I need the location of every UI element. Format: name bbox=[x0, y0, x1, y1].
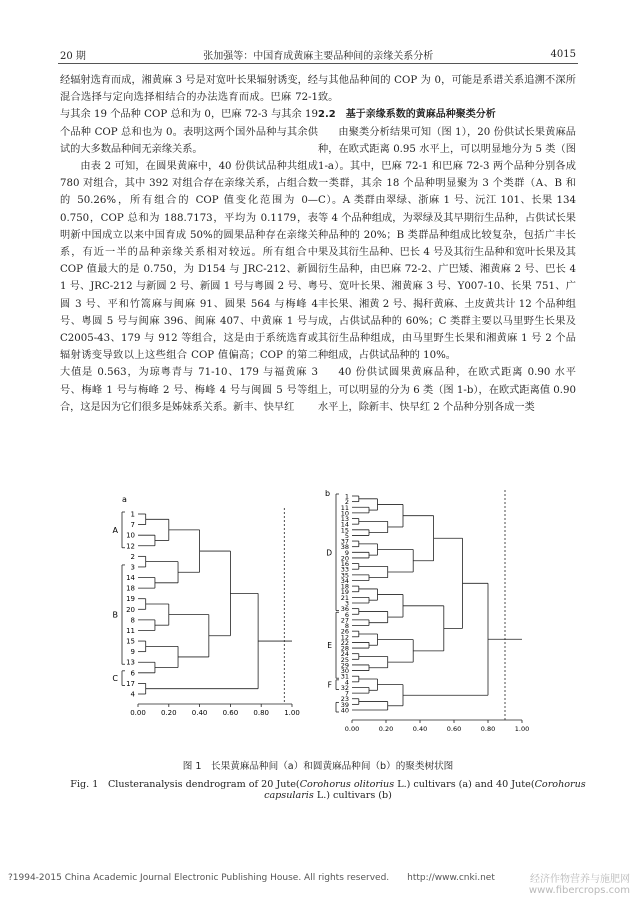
x-tick-label: 0.00 bbox=[344, 725, 360, 733]
leaf-label: 17 bbox=[126, 679, 135, 688]
caption-en-prefix: Fig. 1 Clusteranalysis dendrogram of 20 Jute( bbox=[70, 779, 300, 790]
leaf-label: 30 bbox=[340, 667, 349, 676]
leaf-label: 8 bbox=[130, 616, 135, 625]
watermark-zh: 经济作物营养与施肥网 bbox=[530, 874, 630, 885]
caption-en-mid: L.) cultivars (a) and 40 Jute( bbox=[394, 779, 535, 790]
paragraph: 由表 2 可知，在圆果黄麻中，40 份供试品种共组成 780 对组合，其中 392 对组合存在亲缘关系，占组合数的 50.26%，所有组合的 COP 值变化范围为 0—0.750，COP 总和为 188.7173，平均为 0.1179，表明新中国成立以来中国育成 50%的圆果品种存在亲缘关系，有近一半的品种亲缘关系相对较远。所有组合中 COP 值最大的是 0.750，为 D154 与 JRC-212、新圆 1 号、JRC-212 与新圆 2 号、新圆 1 号与粤圆 2 号、粤圆 3 号、平和竹篙麻与闽麻 91、圆果 564 与梅峰 4 号、粤圆 5 号与闽麻 396、闽麻 407、中黄麻 1 号与 C2005-43、179 与 912 等组合，这是由于系统选育或辐射诱变导致以上这些组合 COP 值偏高；COP 的第二大值是 0.563，为琼粤青与 71-10、179 与福黄麻 3 号、梅峰 1 号与梅峰 2 号、梅峰 4 号与闽圆 5 号等组合，这是因为它们很多是姊妹系关系。新丰、快早红 bbox=[60, 161, 318, 413]
leaf-label: 7 bbox=[344, 689, 349, 698]
page-number: 4015 bbox=[550, 48, 576, 60]
leaf-label: 8 bbox=[344, 622, 349, 631]
copyright-footer: ?1994-2015 China Academic Journal Electronic Publishing House. All rights reserved. http://www.cnki.net bbox=[8, 873, 495, 883]
x-tick-label: 0.60 bbox=[446, 725, 462, 733]
leaf-label: 37 bbox=[340, 537, 349, 546]
leaf-label: 32 bbox=[340, 683, 349, 692]
leaf-label: 3 bbox=[130, 563, 135, 572]
running-title: 张加强等：中国育成黄麻主要品种间的亲缘关系分析 bbox=[203, 50, 434, 62]
leaf-label: 14 bbox=[340, 520, 349, 529]
x-tick-label: 0.20 bbox=[161, 709, 177, 717]
leaf-label: 27 bbox=[340, 616, 349, 625]
figure-caption-zh: 图 1 长果黄麻品种间（a）和圆黄麻品种间（b）的聚类树状图 bbox=[182, 761, 454, 772]
leaf-label: 28 bbox=[340, 644, 349, 653]
leaf-label: 6 bbox=[344, 610, 349, 619]
paragraph: 40 份供试圆果黄麻品种，在欧式距离 0.90 水平上，可以明显的分为 6 类（图 1-b），在欧式距离值 0.90 水平上，除新丰、快早红 2 个品种分别各成一类 bbox=[318, 367, 576, 413]
leaf-label: 18 bbox=[340, 582, 349, 591]
leaf-label: 20 bbox=[126, 605, 135, 614]
leaf-label: 34 bbox=[340, 576, 349, 585]
leaf-label: 1 bbox=[344, 492, 349, 501]
leaf-label: 13 bbox=[126, 658, 135, 667]
group-label: B bbox=[112, 610, 118, 620]
leaf-label: 11 bbox=[126, 626, 135, 635]
dendrogram-figure bbox=[60, 488, 580, 743]
leaf-label: 18 bbox=[126, 584, 135, 593]
leaf-label: 22 bbox=[340, 638, 349, 647]
leaf-label: 14 bbox=[126, 574, 135, 583]
group-label: A bbox=[112, 525, 118, 535]
leaf-label: 2 bbox=[344, 498, 349, 507]
section-heading: 2.2 基于亲缘系数的黄麻品种聚类分析 bbox=[318, 109, 496, 121]
leaf-label: 19 bbox=[340, 588, 349, 597]
leaf-label: 29 bbox=[340, 661, 349, 670]
leaf-label: 36 bbox=[340, 605, 349, 614]
leaf-label: 16 bbox=[340, 560, 349, 569]
issue-number: 20 期 bbox=[60, 50, 86, 62]
caption-en-species1: Corohorus olitorius bbox=[299, 779, 395, 790]
leaf-label: 21 bbox=[340, 593, 349, 602]
x-tick-label: 0.40 bbox=[412, 725, 428, 733]
x-tick-label: 1.00 bbox=[284, 709, 300, 717]
dendrogram-panel-b bbox=[326, 490, 529, 733]
watermark-url: www.fibercrops.com bbox=[528, 885, 630, 896]
leaf-label: 13 bbox=[340, 515, 349, 524]
caption-en-suffix: L.) cultivars (b) bbox=[313, 790, 392, 801]
left-column bbox=[60, 72, 318, 416]
leaf-label: 3 bbox=[344, 599, 349, 608]
leaf-label: 15 bbox=[340, 526, 349, 535]
caption-en-species2: Corohorus capsularis bbox=[264, 779, 586, 801]
leaf-label: 40 bbox=[340, 706, 349, 715]
group-label: C bbox=[112, 674, 118, 684]
leaf-label: 26 bbox=[340, 627, 349, 636]
leaf-label: 7 bbox=[130, 521, 135, 530]
x-tick-label: 0.60 bbox=[222, 709, 239, 717]
leaf-label: 10 bbox=[126, 531, 135, 540]
dendrogram-panel-a bbox=[112, 508, 299, 717]
leaf-label: 35 bbox=[340, 571, 349, 580]
leaf-label: 25 bbox=[340, 655, 349, 664]
running-header bbox=[60, 46, 576, 62]
x-tick-label: 0.40 bbox=[191, 709, 208, 717]
paragraph: 与其他品种间的 COP 为 0，可能是系谱关系追溯不深所致。 bbox=[318, 75, 576, 104]
leaf-label: 9 bbox=[130, 648, 135, 657]
leaf-label: 38 bbox=[340, 543, 349, 552]
leaf-label: 4 bbox=[344, 678, 349, 687]
leaf-label: 12 bbox=[126, 542, 135, 551]
x-tick-label: 0.00 bbox=[130, 709, 146, 717]
figure-1 bbox=[60, 488, 580, 743]
leaf-label: 23 bbox=[340, 695, 349, 704]
paragraph: 经辐射选育而成，湘黄麻 3 号是对宽叶长果辐射诱变，经混合选择与定向选择相结合的办法选育而成。巴麻 72-1 与其余 19 个品种 COP 总和为 0，巴麻 72-3 与其余 19 个品种 COP 总和也为 0。表明这两个国外品种与其余供试的大多数品种间无亲缘关系。 bbox=[60, 75, 318, 155]
leaf-label: 39 bbox=[340, 700, 349, 709]
leaf-label: 31 bbox=[340, 672, 349, 681]
leaf-label: 4 bbox=[130, 690, 135, 699]
x-tick-label: 0.20 bbox=[378, 725, 394, 733]
group-label: D bbox=[326, 548, 332, 558]
header-rule bbox=[58, 63, 578, 64]
leaf-label: 12 bbox=[340, 633, 349, 642]
leaf-label: 6 bbox=[130, 669, 135, 678]
paragraph: 由聚类分析结果可知（图 1），20 份供试长果黄麻品种，在欧式距离 0.95 水平上，可以明显地分为 5 类（图 1-a）。其中，巴麻 72-1 和巴麻 72-3 两个品种分别各成一类群，其余 18 个品种明显聚为 3 个类群（A、B 和 C）。A 类群由翠绿、浙麻 1 号、沅江 101、长果 134 等 4 个品种组成，为翠绿及其早期衍生品种，占供试长果种品种的 20%；B 类群品种组成比较复杂，包括广丰长果及其衍生品种、巴长 4 号及其衍生品种和宽叶长果及其衍生品种，由巴麻 72-2、广巴矮、湘黄麻 2 号、巴长 4 号、宽叶长果、湘黄麻 3 号、Y007-10、长果 751、广丰长果、湘黄 2 号、揭秆黄麻、土皮黄共计 12 个品种组成，占供试品种的 60%；C 类群主要以马里野生长果及其衍生品种组成，由马里野生长果和湘黄麻 1 号 2 个品种组成，占供试品种的 10%。 bbox=[318, 126, 576, 362]
panel-label-a: a bbox=[122, 495, 127, 504]
leaf-label: 15 bbox=[126, 637, 135, 646]
x-tick-label: 1.00 bbox=[514, 725, 530, 733]
x-tick-label: 0.80 bbox=[480, 725, 496, 733]
leaf-label: 20 bbox=[340, 554, 349, 563]
group-label: E bbox=[327, 641, 332, 651]
x-tick-label: 0.80 bbox=[253, 709, 269, 717]
leaf-label: 1 bbox=[130, 510, 135, 519]
panel-label-b: b bbox=[325, 489, 331, 498]
leaf-label: 19 bbox=[126, 595, 135, 604]
leaf-label: 24 bbox=[340, 650, 349, 659]
group-label: F bbox=[327, 680, 332, 690]
leaf-label: 9 bbox=[344, 548, 349, 557]
leaf-label: 11 bbox=[340, 503, 349, 512]
leaf-label: 5 bbox=[344, 531, 349, 540]
leaf-label: 33 bbox=[340, 565, 349, 574]
leaf-label: 10 bbox=[340, 509, 349, 518]
figure-caption-en bbox=[60, 776, 596, 801]
leaf-label: 2 bbox=[130, 552, 135, 561]
watermark bbox=[529, 874, 630, 896]
right-column bbox=[318, 72, 576, 416]
